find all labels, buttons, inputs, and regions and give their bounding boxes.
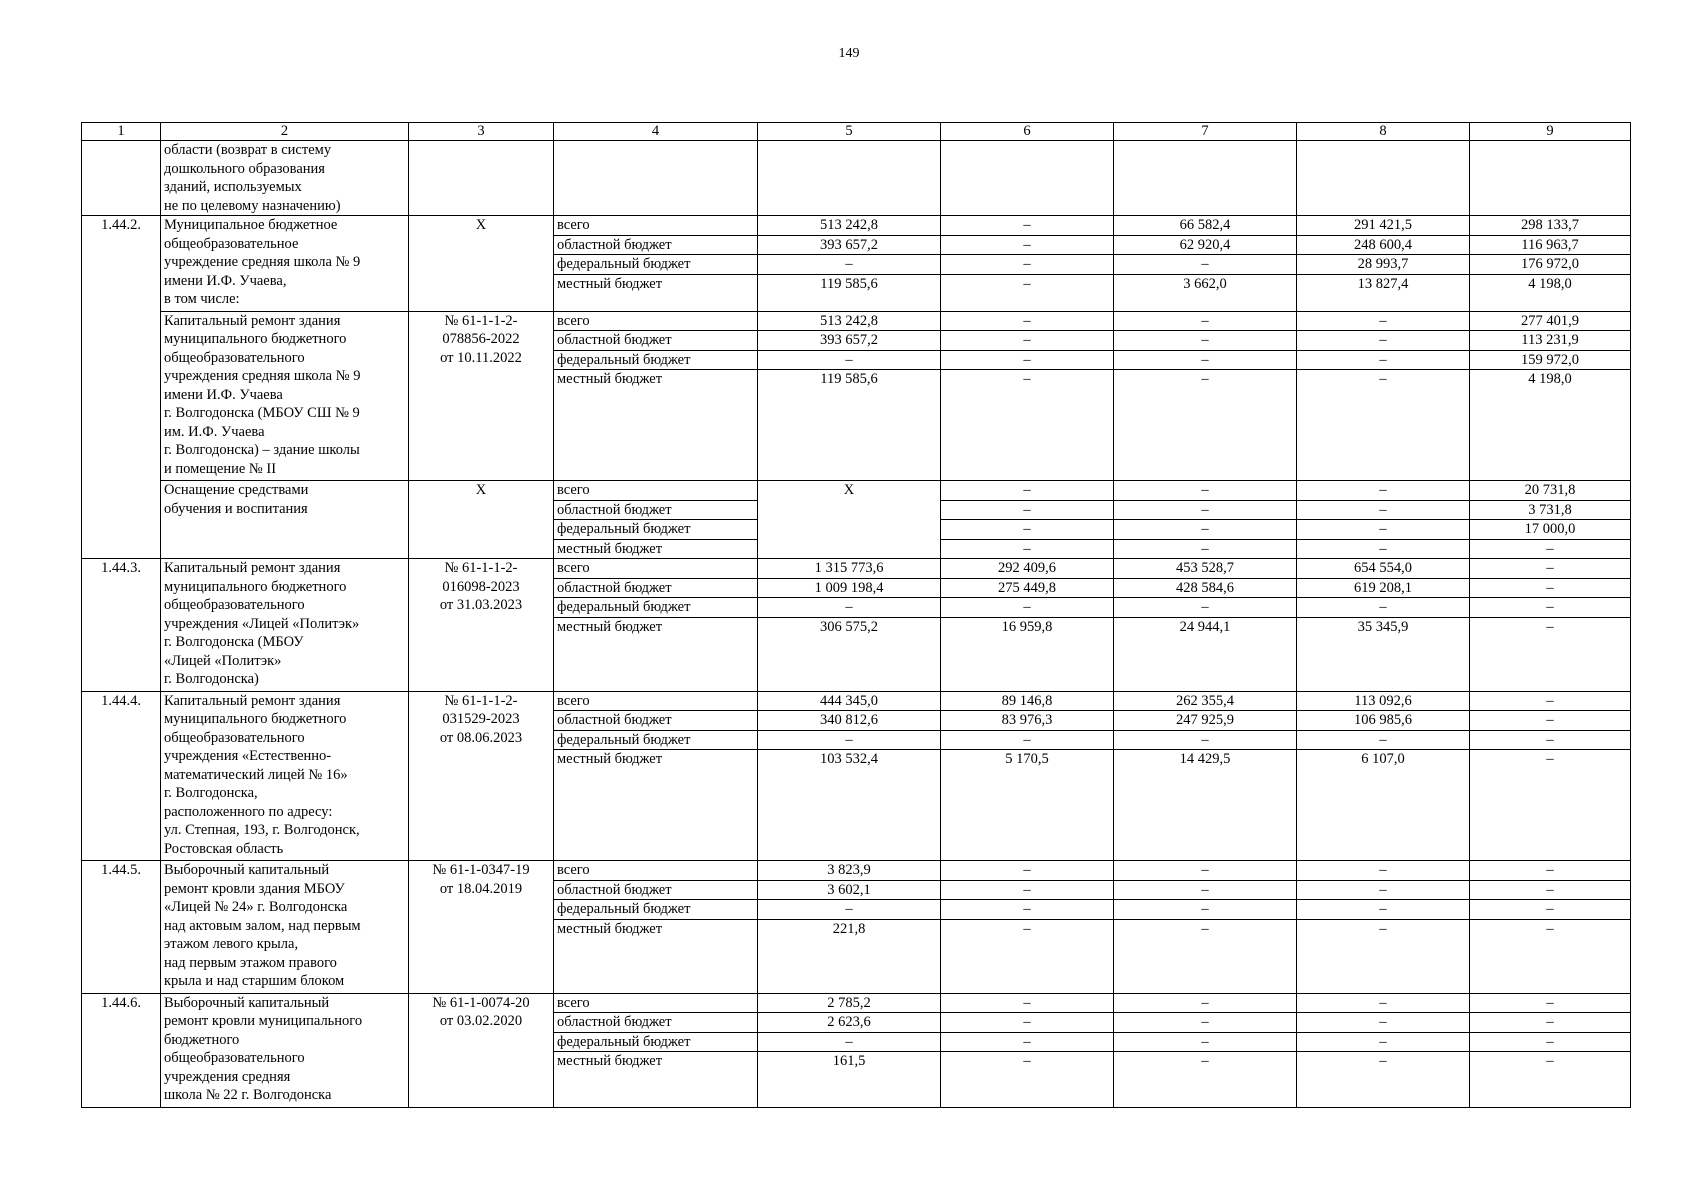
value-col7: – <box>1114 500 1297 520</box>
budget-source-label: федеральный бюджет <box>554 350 758 370</box>
value-col9: – <box>1470 711 1631 731</box>
value-col7: 428 584,6 <box>1114 578 1297 598</box>
value-col5: Х <box>758 481 941 559</box>
value-col5: 161,5 <box>758 1052 941 1108</box>
value-col5: 1 315 773,6 <box>758 559 941 579</box>
column-header: 3 <box>409 123 554 141</box>
value-col6: – <box>941 539 1114 559</box>
value-col9: – <box>1470 919 1631 993</box>
budget-source-label: местный бюджет <box>554 919 758 993</box>
budget-source-label: областной бюджет <box>554 331 758 351</box>
budget-source-label: федеральный бюджет <box>554 900 758 920</box>
value-col7: – <box>1114 370 1297 481</box>
value-col6: – <box>941 216 1114 236</box>
value-col9: 17 000,0 <box>1470 520 1631 540</box>
approval-document: № 61-1-1-2- 078856-2022 от 10.11.2022 <box>409 311 554 481</box>
table-row <box>82 311 1631 331</box>
approval-document: № 61-1-1-2- 031529-2023 от 08.06.2023 <box>409 691 554 861</box>
value-col6: 292 409,6 <box>941 559 1114 579</box>
value-col8: 6 107,0 <box>1297 750 1470 861</box>
value-col7: 14 429,5 <box>1114 750 1297 861</box>
value-col5: 1 009 198,4 <box>758 578 941 598</box>
value-col6: – <box>941 880 1114 900</box>
value-col5: 3 602,1 <box>758 880 941 900</box>
item-code <box>82 141 161 216</box>
budget-source-label: всего <box>554 559 758 579</box>
value-col7: – <box>1114 481 1297 501</box>
value-col9: 277 401,9 <box>1470 311 1631 331</box>
value-col9: 20 731,8 <box>1470 481 1631 501</box>
value-col9: 116 963,7 <box>1470 235 1631 255</box>
value-col5: 2 623,6 <box>758 1013 941 1033</box>
budget-source-label: федеральный бюджет <box>554 1032 758 1052</box>
value-col9: 159 972,0 <box>1470 350 1631 370</box>
value-col7: – <box>1114 861 1297 881</box>
value-col5: 119 585,6 <box>758 274 941 311</box>
empty-cell <box>758 141 941 216</box>
value-col8: – <box>1297 520 1470 540</box>
value-col7: – <box>1114 900 1297 920</box>
budget-source-label: местный бюджет <box>554 370 758 481</box>
column-header: 8 <box>1297 123 1470 141</box>
value-col5: 306 575,2 <box>758 617 941 691</box>
value-col7: – <box>1114 520 1297 540</box>
value-col7: 3 662,0 <box>1114 274 1297 311</box>
value-col9: – <box>1470 559 1631 579</box>
value-col8: 113 092,6 <box>1297 691 1470 711</box>
value-col9: 4 198,0 <box>1470 274 1631 311</box>
value-col7: 66 582,4 <box>1114 216 1297 236</box>
table-row <box>82 861 1631 881</box>
budget-source-label: федеральный бюджет <box>554 520 758 540</box>
value-col6: – <box>941 900 1114 920</box>
value-col7: 24 944,1 <box>1114 617 1297 691</box>
value-col5: 513 242,8 <box>758 311 941 331</box>
budget-source-label: всего <box>554 691 758 711</box>
item-code: 1.44.3. <box>82 559 161 692</box>
value-col9: – <box>1470 1013 1631 1033</box>
empty-cell <box>1297 141 1470 216</box>
value-col7: – <box>1114 598 1297 618</box>
value-col9: – <box>1470 880 1631 900</box>
item-code: 1.44.2. <box>82 216 161 559</box>
value-col6: – <box>941 235 1114 255</box>
value-col9: – <box>1470 1032 1631 1052</box>
budget-source-label: местный бюджет <box>554 750 758 861</box>
item-name: Выборочный капитальный ремонт кровли муниципального бюджетного общеобразовательного учреждения средняя школа № 22 г. Волгодонска <box>161 993 409 1107</box>
item-code: 1.44.6. <box>82 993 161 1107</box>
value-col8: 13 827,4 <box>1297 274 1470 311</box>
value-col9: 176 972,0 <box>1470 255 1631 275</box>
value-col8: 28 993,7 <box>1297 255 1470 275</box>
value-col6: 275 449,8 <box>941 578 1114 598</box>
budget-source-label: областной бюджет <box>554 1013 758 1033</box>
value-col7: – <box>1114 255 1297 275</box>
value-col9: – <box>1470 993 1631 1013</box>
approval-document: Х <box>409 216 554 312</box>
value-col7: 453 528,7 <box>1114 559 1297 579</box>
value-col8: – <box>1297 1013 1470 1033</box>
value-col6: 83 976,3 <box>941 711 1114 731</box>
value-col6: 16 959,8 <box>941 617 1114 691</box>
value-col7: – <box>1114 880 1297 900</box>
budget-source-label: местный бюджет <box>554 539 758 559</box>
value-col9: – <box>1470 900 1631 920</box>
value-col8: – <box>1297 1052 1470 1108</box>
empty-cell <box>941 141 1114 216</box>
empty-cell <box>1470 141 1631 216</box>
item-name: Капитальный ремонт здания муниципального бюджетного общеобразовательного учреждения средняя школа № 9 имени И.Ф. Учаева г. Волгодонска (МБОУ СШ № 9 им. И.Ф. Учаева г. Волгодонска) – здание школы и помещение № II <box>161 311 409 481</box>
value-col6: 5 170,5 <box>941 750 1114 861</box>
budget-source-label: всего <box>554 216 758 236</box>
value-col9: 3 731,8 <box>1470 500 1631 520</box>
table-row <box>82 559 1631 579</box>
value-col8: – <box>1297 919 1470 993</box>
value-col6: – <box>941 500 1114 520</box>
budget-source-label: областной бюджет <box>554 500 758 520</box>
value-col5: 393 657,2 <box>758 331 941 351</box>
item-name: Капитальный ремонт здания муниципального бюджетного общеобразовательного учреждения «Лицей «Политэк» г. Волгодонска (МБОУ «Лицей «Политэк» г. Волгодонска) <box>161 559 409 692</box>
value-col5: 340 812,6 <box>758 711 941 731</box>
table-row <box>82 141 1631 216</box>
value-col9: – <box>1470 578 1631 598</box>
budget-source-label: всего <box>554 311 758 331</box>
value-col8: – <box>1297 350 1470 370</box>
value-col7: – <box>1114 730 1297 750</box>
budget-source-label: местный бюджет <box>554 617 758 691</box>
value-col5: – <box>758 598 941 618</box>
value-col6: – <box>941 311 1114 331</box>
value-col9: – <box>1470 691 1631 711</box>
value-col8: 35 345,9 <box>1297 617 1470 691</box>
value-col9: – <box>1470 861 1631 881</box>
budget-source-label: областной бюджет <box>554 578 758 598</box>
budget-table <box>81 122 1631 1108</box>
budget-source-label: областной бюджет <box>554 880 758 900</box>
value-col6: – <box>941 993 1114 1013</box>
value-col7: – <box>1114 311 1297 331</box>
value-col7: – <box>1114 1032 1297 1052</box>
item-code: 1.44.5. <box>82 861 161 994</box>
table-row <box>82 691 1631 711</box>
empty-cell <box>1114 141 1297 216</box>
value-col6: – <box>941 861 1114 881</box>
item-name: области (возврат в систему дошкольного образования зданий, используемых не по целевому назначению) <box>161 141 409 216</box>
value-col8: – <box>1297 880 1470 900</box>
value-col5: – <box>758 1032 941 1052</box>
value-col5: 393 657,2 <box>758 235 941 255</box>
column-header: 2 <box>161 123 409 141</box>
value-col8: – <box>1297 311 1470 331</box>
value-col6: – <box>941 919 1114 993</box>
value-col6: – <box>941 598 1114 618</box>
value-col6: – <box>941 274 1114 311</box>
table-row <box>82 216 1631 236</box>
value-col6: – <box>941 520 1114 540</box>
column-header: 1 <box>82 123 161 141</box>
value-col9: – <box>1470 730 1631 750</box>
approval-document: № 61-1-1-2- 016098-2023 от 31.03.2023 <box>409 559 554 692</box>
value-col8: – <box>1297 331 1470 351</box>
value-col9: – <box>1470 539 1631 559</box>
value-col8: – <box>1297 861 1470 881</box>
column-header: 6 <box>941 123 1114 141</box>
table-row <box>82 481 1631 501</box>
value-col8: – <box>1297 900 1470 920</box>
value-col5: 103 532,4 <box>758 750 941 861</box>
value-col7: – <box>1114 993 1297 1013</box>
value-col5: – <box>758 350 941 370</box>
value-col5: 3 823,9 <box>758 861 941 881</box>
value-col9: 4 198,0 <box>1470 370 1631 481</box>
value-col5: 221,8 <box>758 919 941 993</box>
value-col7: – <box>1114 1013 1297 1033</box>
value-col5: 513 242,8 <box>758 216 941 236</box>
value-col8: – <box>1297 730 1470 750</box>
budget-source-label: всего <box>554 861 758 881</box>
value-col8: – <box>1297 1032 1470 1052</box>
column-header: 4 <box>554 123 758 141</box>
value-col7: 247 925,9 <box>1114 711 1297 731</box>
value-col9: – <box>1470 750 1631 861</box>
value-col8: – <box>1297 993 1470 1013</box>
item-name: Выборочный капитальный ремонт кровли здания МБОУ «Лицей № 24» г. Волгодонска над актовым залом, над первым этажом левого крыла, над первым этажом правого крыла и над старшим блоком <box>161 861 409 994</box>
item-name: Оснащение средствами обучения и воспитания <box>161 481 409 559</box>
value-col5: – <box>758 255 941 275</box>
value-col7: 62 920,4 <box>1114 235 1297 255</box>
value-col5: 2 785,2 <box>758 993 941 1013</box>
value-col6: – <box>941 350 1114 370</box>
approval-document <box>409 141 554 216</box>
item-name: Капитальный ремонт здания муниципального бюджетного общеобразовательного учреждения «Естественно- математический лицей № 16» г. Волгодонска, расположенного по адресу: ул. Степная, 193, г. Волгодонск, Ростовская область <box>161 691 409 861</box>
value-col5: 444 345,0 <box>758 691 941 711</box>
table-row <box>82 993 1631 1013</box>
value-col7: 262 355,4 <box>1114 691 1297 711</box>
column-header-row <box>82 123 1631 141</box>
column-header: 7 <box>1114 123 1297 141</box>
value-col7: – <box>1114 1052 1297 1108</box>
budget-source-label: федеральный бюджет <box>554 255 758 275</box>
value-col7: – <box>1114 919 1297 993</box>
value-col6: – <box>941 1052 1114 1108</box>
value-col7: – <box>1114 539 1297 559</box>
budget-source-label: местный бюджет <box>554 1052 758 1108</box>
budget-source-label: федеральный бюджет <box>554 730 758 750</box>
value-col8: 291 421,5 <box>1297 216 1470 236</box>
value-col6: – <box>941 730 1114 750</box>
budget-source-label: местный бюджет <box>554 274 758 311</box>
value-col5: 119 585,6 <box>758 370 941 481</box>
value-col9: – <box>1470 617 1631 691</box>
value-col6: 89 146,8 <box>941 691 1114 711</box>
value-col7: – <box>1114 331 1297 351</box>
budget-source-label: всего <box>554 481 758 501</box>
budget-source-label: областной бюджет <box>554 711 758 731</box>
budget-source-label: всего <box>554 993 758 1013</box>
value-col6: – <box>941 481 1114 501</box>
value-col6: – <box>941 255 1114 275</box>
item-code: 1.44.4. <box>82 691 161 861</box>
value-col8: – <box>1297 481 1470 501</box>
value-col9: – <box>1470 1052 1631 1108</box>
approval-document: № 61-1-0074-20 от 03.02.2020 <box>409 993 554 1107</box>
value-col9: 298 133,7 <box>1470 216 1631 236</box>
approval-document: № 61-1-0347-19 от 18.04.2019 <box>409 861 554 994</box>
column-header: 9 <box>1470 123 1631 141</box>
value-col9: – <box>1470 598 1631 618</box>
value-col8: – <box>1297 370 1470 481</box>
empty-cell <box>554 141 758 216</box>
budget-source-label: областной бюджет <box>554 235 758 255</box>
approval-document: Х <box>409 481 554 559</box>
value-col6: – <box>941 331 1114 351</box>
item-name: Муниципальное бюджетное общеобразовательное учреждение средняя школа № 9 имени И.Ф. Учаева, в том числе: <box>161 216 409 312</box>
value-col5: – <box>758 900 941 920</box>
value-col8: – <box>1297 500 1470 520</box>
value-col7: – <box>1114 350 1297 370</box>
value-col6: – <box>941 1032 1114 1052</box>
value-col8: – <box>1297 598 1470 618</box>
value-col8: 106 985,6 <box>1297 711 1470 731</box>
column-header: 5 <box>758 123 941 141</box>
page-number: 149 <box>838 46 860 61</box>
value-col8: – <box>1297 539 1470 559</box>
value-col8: 619 208,1 <box>1297 578 1470 598</box>
value-col9: 113 231,9 <box>1470 331 1631 351</box>
value-col6: – <box>941 1013 1114 1033</box>
value-col8: 248 600,4 <box>1297 235 1470 255</box>
budget-source-label: федеральный бюджет <box>554 598 758 618</box>
value-col5: – <box>758 730 941 750</box>
value-col8: 654 554,0 <box>1297 559 1470 579</box>
value-col6: – <box>941 370 1114 481</box>
